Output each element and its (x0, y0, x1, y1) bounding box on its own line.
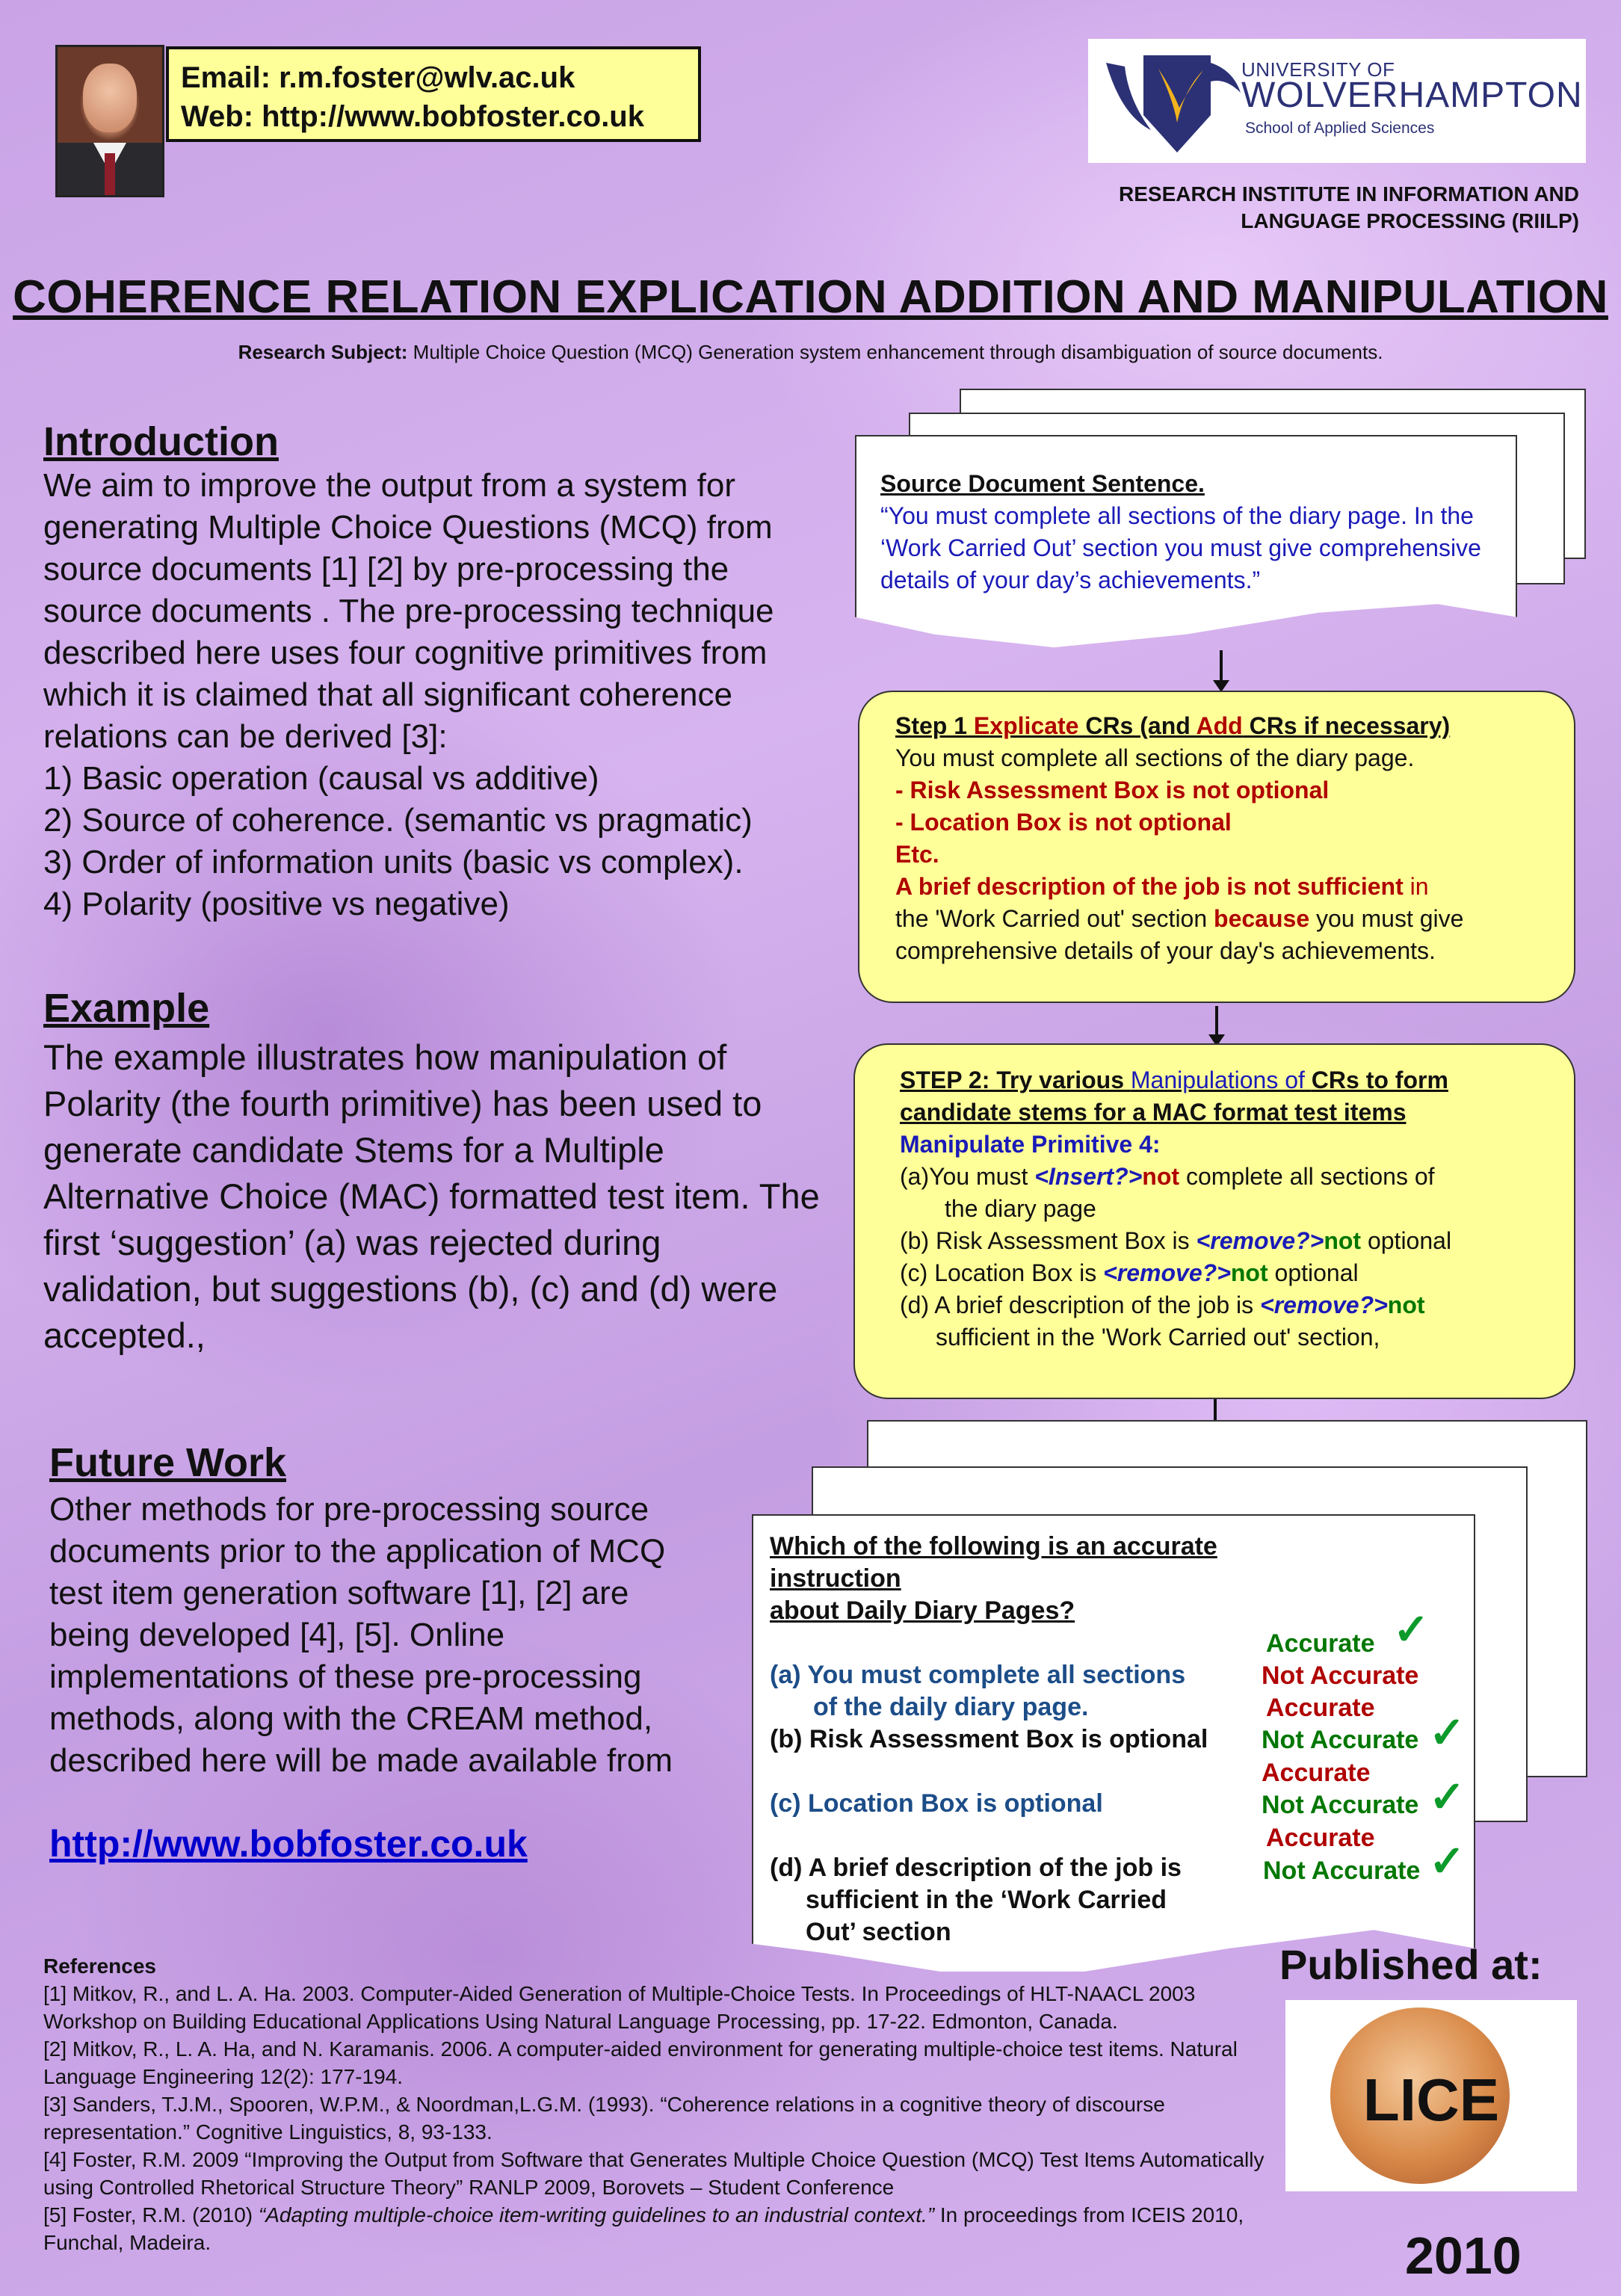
introduction-text: We aim to improve the output from a system for generating Multiple Choice Questions (MCQ) from source documents [1] [2] by pre-processing the source documents . The pre-processing technique described here uses four cognitive primitives from which it is claimed that all significant coherence relations can be derived [3]: (43, 467, 774, 755)
check-icon: ✓ (1393, 1605, 1430, 1654)
university-logo (1088, 39, 1586, 163)
verdict-accurate: Accurate (1262, 1759, 1371, 1787)
verdict-not-accurate: Not Accurate (1263, 1857, 1421, 1885)
publication-year: 2010 (1405, 2226, 1522, 2285)
check-icon: ✓ (1429, 1709, 1466, 1757)
verdict-not-accurate: Not Accurate (1262, 1661, 1419, 1690)
source-document-heading: Source Document Sentence. (880, 470, 1205, 497)
reference-item: [5] Foster, R.M. (2010) “Adapting multiple-choice item-writing guidelines to an industrial context.” In proceedings from ICEIS 2010, Funchal, Madeira. (43, 2203, 1244, 2254)
contact-web: Web: http://www.bobfoster.co.uk (181, 100, 644, 133)
reference-item: [3] Sanders, T.J.M., Spooren, W.P.M., & Noordman,L.G.M. (1993). “Coherence relations in a cognitive theory of discourse representation.” Cognitive Linguistics, 8, 93-133. (43, 2093, 1165, 2144)
mcq-option-c: (c) Location Box is optional (770, 1789, 1103, 1818)
introduction-body (43, 465, 836, 925)
primitive-item: 3) Order of information units (basic vs complex). (43, 844, 744, 880)
source-document-sentence: “You must complete all sections of the diary page. In the ‘Work Carried Out’ section you must give comprehensive details of your day’s achievements.” (880, 502, 1481, 593)
step2-item-b: (b) Risk Assessment Box is <remove?>not optional (900, 1227, 1452, 1254)
mcq-option-d: (d) A brief description of the job is (770, 1854, 1182, 1882)
subject-text: Multiple Choice Question (MCQ) Generation system enhancement through disambiguation of source documents. (407, 341, 1383, 363)
example-body: The example illustrates how manipulation of Polarity (the fourth primitive) has been used to generate candidate Stems for a Multiple Alternative Choice (MAC) formatted test item. The first ‘suggestion’ (a) was rejected during validation, but suggestions (b), (c) and (d) were accepted., (43, 1037, 820, 1355)
logo-line-university: UNIVERSITY OF (1241, 58, 1395, 81)
step2-item-a: (a)You must <Insert?>not complete all sections of (900, 1163, 1435, 1190)
step2-heading: STEP 2: Try various Manipulations of CRs to form (900, 1067, 1448, 1093)
mcq-option-a: (a) You must complete all sections (770, 1661, 1186, 1689)
step2-item-d: (d) A brief description of the job is <remove?>not (900, 1292, 1425, 1318)
mcq-option-a-cont: of the daily diary page. (813, 1693, 1089, 1721)
primitive-item: 4) Polarity (positive vs negative) (43, 886, 510, 922)
university-crest-icon (1099, 48, 1245, 154)
step1-line: comprehensive details of your day's achievements. (895, 937, 1436, 964)
example-heading: Example (43, 986, 210, 1031)
references (43, 1952, 1269, 2256)
reference-item: [1] Mitkov, R., and L. A. Ha. 2003. Computer-Aided Generation of Multiple-Choice Tests. In Proceedings of HLT-NAACL 2003 Workshop on Building Educational Applications Using Natural Language Processing, pp. 17-22. Edmonton, Canada. (43, 1982, 1196, 2033)
lice-logo-text: LICE (1362, 2067, 1500, 2133)
lice-logo (1285, 2000, 1577, 2191)
research-subject (0, 341, 1621, 364)
arrow-down-icon (1220, 650, 1223, 682)
verdict-accurate: Accurate (1266, 1694, 1375, 1722)
verdict-accurate: Accurate (1266, 1824, 1375, 1852)
verdict-accurate: Accurate (1266, 1629, 1375, 1658)
logo-line-wolverhampton: WOLVERHAMPTON (1241, 75, 1583, 115)
step1-heading: Step 1 Explicate CRs (and Add CRs if necessary) (895, 712, 1451, 739)
institute-name (981, 181, 1579, 235)
future-work-body: Other methods for pre-processing source documents prior to the application of MCQ test item generation software [1], [2] are being developed [4], [5]. Online implementations of these pre-processing methods, along with the CREAM method, described here will be made available from (49, 1491, 673, 1779)
mcq-question: Which of the following is an accurate instruction (770, 1532, 1217, 1593)
step1-line: - Location Box is not optional (895, 809, 1232, 836)
step2-item-d-cont: sufficient in the 'Work Carried out' section, (936, 1324, 1380, 1351)
future-work-heading: Future Work (49, 1440, 287, 1485)
introduction-heading: Introduction (43, 419, 279, 464)
verdict-not-accurate: Not Accurate (1262, 1726, 1419, 1754)
subject-label: Research Subject: (238, 341, 408, 363)
reference-item: [2] Mitkov, R., L. A. Ha, and N. Karamanis. 2006. A computer-aided environment for generating multiple-choice test items. Natural Language Engineering 12(2): 177-194. (43, 2037, 1238, 2088)
poster-title: COHERENCE RELATION EXPLICATION ADDITION AND MANIPULATION (13, 271, 1608, 323)
mcq-question-cont: about Daily Diary Pages? (770, 1596, 1075, 1625)
mcq-option-d-cont: sufficient in the ‘Work Carried (806, 1886, 1167, 1914)
step1-line: A brief description of the job is not sufficient in (895, 873, 1429, 900)
step1-line: You must complete all sections of the diary page. (895, 744, 1415, 771)
author-photo (55, 45, 164, 197)
verdict-not-accurate: Not Accurate (1262, 1791, 1419, 1819)
institute-line-2: LANGUAGE PROCESSING (RIILP) (1241, 209, 1579, 232)
references-heading: References (43, 1954, 156, 1978)
check-icon: ✓ (1429, 1773, 1466, 1821)
manipulate-primitive-label: Manipulate Primitive 4: (900, 1131, 1161, 1158)
mcq-option-b: (b) Risk Assessment Box is optional (770, 1725, 1208, 1753)
logo-line-school: School of Applied Sciences (1245, 120, 1435, 137)
primitive-item: 2) Source of coherence. (semantic vs pragmatic) (43, 802, 753, 839)
step2-box (853, 1043, 1575, 1399)
step2-item-a-cont: the diary page (945, 1195, 1096, 1222)
mcq-option-d-cont: Out’ section (806, 1918, 951, 1946)
source-document (880, 468, 1538, 596)
contact-email: Email: r.m.foster@wlv.ac.uk (181, 61, 575, 94)
primitive-item: 1) Basic operation (causal vs additive) (43, 760, 599, 797)
step1-line: the 'Work Carried out' section because you must give (895, 905, 1464, 932)
published-at-heading: Published at: (1279, 1941, 1543, 1988)
step2-item-c: (c) Location Box is <remove?>not optional (900, 1259, 1359, 1286)
website-link[interactable]: http://www.bobfoster.co.uk (49, 1823, 528, 1865)
institute-line-1: RESEARCH INSTITUTE IN INFORMATION AND (1119, 182, 1579, 206)
mcq-item (770, 1531, 1248, 1948)
arrow-down-icon (1215, 1006, 1218, 1036)
reference-item: [4] Foster, R.M. 2009 “Improving the Output from Software that Generates Multiple Choice Question (MCQ) Test Items Automatically using Controlled Rhetorical Structure Theory” RANLP 2009, Borovets – Student Conference (43, 2148, 1265, 2199)
step1-box (858, 691, 1575, 1003)
step1-line: Etc. (895, 841, 939, 868)
step2-heading-line2: candidate stems for a MAC format test items (900, 1099, 1407, 1126)
step1-line: - Risk Assessment Box is not optional (895, 777, 1330, 803)
check-icon: ✓ (1429, 1837, 1466, 1886)
contact-box (166, 46, 701, 142)
